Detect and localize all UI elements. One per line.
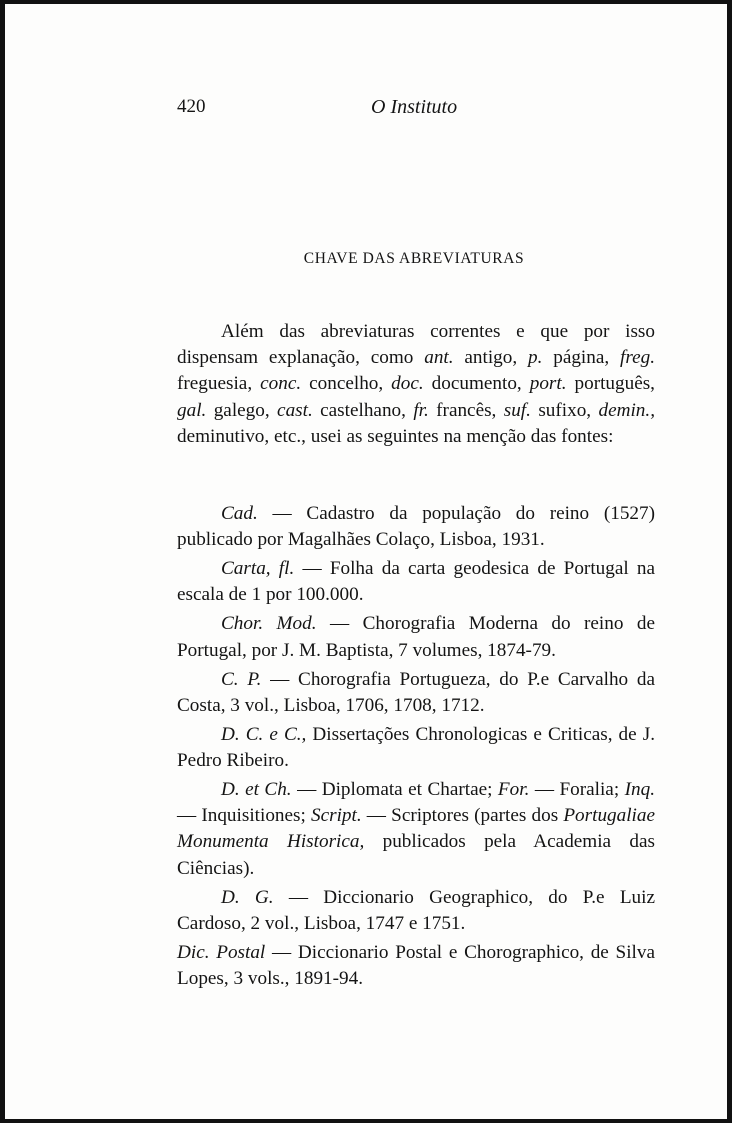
running-head <box>5 96 727 122</box>
abbr-freg: freg. <box>620 347 656 369</box>
abbreviation-key-list <box>177 501 655 995</box>
abbr-cast: cast. <box>277 399 313 421</box>
key-entry-dg: D. G. — Diccionario Geographico, do P.e Luiz Cardoso, 2 vol., Lisboa, 1747 e 1751. <box>177 886 655 934</box>
intro-paragraph-block <box>177 319 655 450</box>
key-entry-dcec: D. C. e C., Dissertações Chronologicas e Criticas, de J. Pedro Ribeiro. <box>177 723 656 772</box>
abbr-conc: conc. <box>260 373 302 395</box>
key-entry-cad: Cad. — Cadastro da população do reino (1527) publicado por Magalhães Colaço, Lisboa, 1931. <box>177 503 655 551</box>
abbr-p: p. <box>528 347 543 369</box>
key-entry-chor-mod: Chor. Mod. — Chorografia Moderna do reino de Portugal, por J. M. Baptista, 7 volumes, 1874-79. <box>177 613 655 661</box>
abbr-port: port. <box>529 373 567 395</box>
section-title: CHAVE DAS ABREVIATURAS <box>303 250 525 267</box>
abbr-gal: gal. <box>177 399 207 421</box>
abbr-suf: suf. <box>503 399 531 421</box>
key-entry-dic-postal: Dic. Postal — Diccionario Postal e Chorographico, de Silva Lopes, 3 vols., 1891-94. <box>177 941 655 990</box>
key-entry-cp: C. P. — Chorografia Portugueza, do P.e Carvalho da Costa, 3 vol., Lisboa, 1706, 1708, 1712. <box>177 668 655 716</box>
abbr-demin: demin., <box>598 399 655 421</box>
abbr-fr: fr. <box>413 399 429 421</box>
journal-title: O Instituto <box>371 96 458 118</box>
intro-paragraph: Além das abreviaturas correntes e que por isso dispensam explanação, como ant. antigo, p. página, freg. freguesia, conc. concelho, doc. documento, port. português, gal. galego, cast. castelhano, fr. francês, suf. sufixo, demin., deminutivo, etc., usei as seguintes na menção das fontes: <box>177 321 656 447</box>
abbr-ant: ant. <box>424 347 454 369</box>
key-entry-det-ch: D. et Ch. — Diplomata et Chartae; For. — Foralia; Inq. — Inquisitiones; Script. — Scriptores (partes dos Portugaliae Monumenta Historica, publicados pela Academia das Ciências). <box>177 779 655 879</box>
page-number: 420 <box>177 96 206 117</box>
key-entry-carta: Carta, fl. — Folha da carta geodesica de Portugal na escala de 1 por 100.000. <box>177 558 655 606</box>
abbr-doc: doc. <box>391 373 424 395</box>
